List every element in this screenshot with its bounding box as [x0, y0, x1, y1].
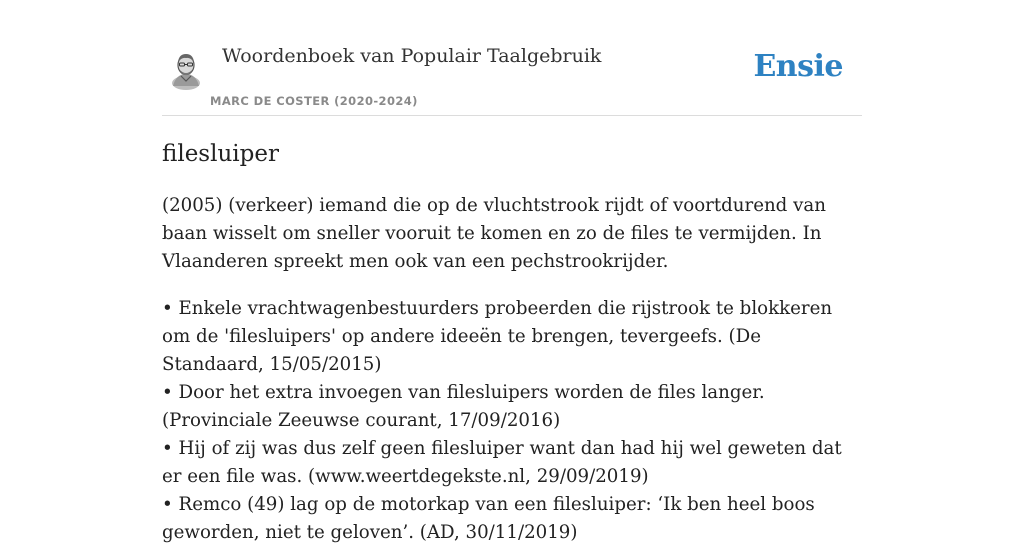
entry-content: [162, 136, 862, 547]
example-item: • Hij of zij was dus zelf geen filesluiper want dan had hij wel geweten dat er een file was. (www.weertdegekste.nl, 29/09/2019): [162, 438, 842, 487]
example-list: [162, 295, 862, 547]
author-portrait-icon: [168, 50, 204, 90]
dictionary-header: [162, 0, 862, 116]
author-name: MARC DE COSTER (2020-2024): [210, 94, 418, 108]
entry-headword: filesluiper: [162, 141, 279, 167]
example-item: • Door het extra invoegen van filesluipers worden de files langer. (Provinciale Zeeuwse courant, 17/09/2016): [162, 382, 765, 431]
ensie-logo[interactable]: Ensie: [753, 49, 843, 84]
example-item: • Remco (49) lag op de motorkap van een filesluiper: ‘Ik ben heel boos geworden, niet te geloven’. (AD, 30/11/2019): [162, 494, 815, 543]
dictionary-title-link[interactable]: Woordenboek van Populair Taalgebruik: [222, 45, 602, 67]
example-item: • Enkele vrachtwagenbestuurders probeerden die rijstrook te blokkeren om de 'filesluipers' op andere ideeën te brengen, tevergeefs. (De Standaard, 15/05/2015): [162, 298, 833, 375]
entry-definition: (2005) (verkeer) iemand die op de vluchtstrook rijdt of voortdurend van baan wisselt om sneller vooruit te komen en zo de files te vermijden. In Vlaanderen spreekt men ook van een pechstrookrijder.: [162, 195, 826, 272]
